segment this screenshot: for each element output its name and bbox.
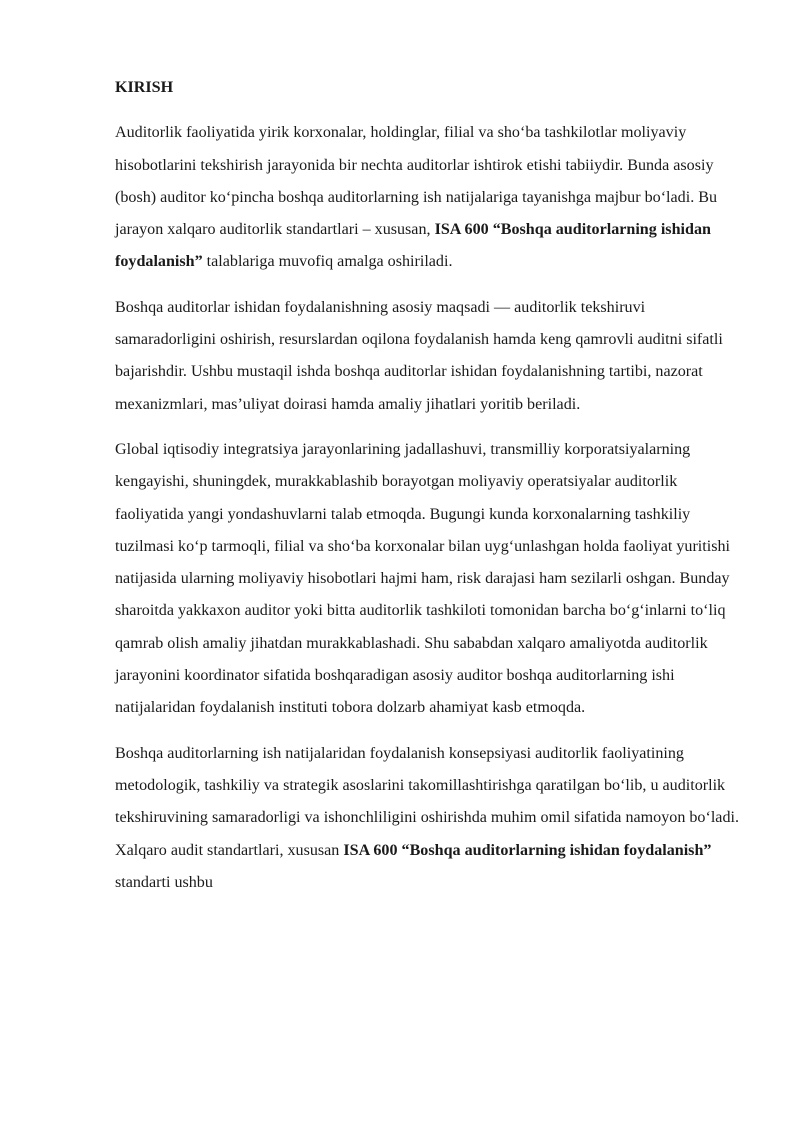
paragraph-text: Global iqtisodiy integratsiya jarayonlarining jadallashuvi, transmilliy korporatsiyalarning kengayishi, shuningdek, murakkablashib borayotgan moliyaviy operatsiyalar auditorlik faoliyatida yangi yondashuvlarni talab etmoqda. Bugungi kunda korxonalarning tashkiliy tuzilmasi ko‘p tarmoqli, filial va sho‘ba korxonalar bilan uyg‘unlashgan holda faoliyat yuritishi natijasida ularning moliyaviy hisobotlari hajmi ham, risk darajasi ham sezilarli oshgan. Bunday sharoitda yakkaxon auditor yoki bitta auditorlik tashkiloti tomonidan barcha bo‘g‘inlarni to‘liq qamrab olish amaliy jihatdan murakkablashadi. Shu sababdan xalqaro amaliyotda auditorlik jarayonini koordinator sifatida boshqaradigan asosiy auditor boshqa auditorlarning ishi natijalaridan foydalanish instituti tobora dolzarb ahamiyat kasb etmoqda. <box>115 440 730 717</box>
standard-reference: ISA 600 “Boshqa auditorlarning ishidan foydalanish” <box>115 221 711 271</box>
paragraph-2 <box>115 292 745 421</box>
paragraph-3 <box>115 434 745 725</box>
paragraph-text: standarti ushbu <box>115 873 213 891</box>
paragraph-text: talablariga muvofiq amalga oshiriladi. <box>202 253 453 271</box>
document-page <box>115 72 745 912</box>
section-heading: KIRISH <box>115 79 174 96</box>
paragraph-4 <box>115 738 745 899</box>
paragraph-1 <box>115 117 745 278</box>
paragraph-text: Auditorlik faoliyatida yirik korxonalar, holdinglar, filial va sho‘ba tashkilotlar moliyaviy hisobotlarini tekshirish jarayonida bir nechta auditorlar ishtirok etishi tabiiydir. Bunda asosiy (bosh) auditor ko‘pincha boshqa auditorlarning ish natijalariga tayanishga majbur bo‘ladi. Bu jarayon xalqaro auditorlik standartlari – xususan, <box>115 124 718 239</box>
standard-reference: ISA 600 “Boshqa auditorlarning ishidan foydalanish” <box>343 841 712 859</box>
paragraph-text: Boshqa auditorlarning ish natijalaridan foydalanish konsepsiyasi auditorlik faoliyatining metodologik, tashkiliy va strategik asoslarini takomillashtirishga qaratilgan bo‘lib, u auditorlik tekshiruvining samaradorligi va ishonchliligini oshirishda muhim omil sifatida namoyon bo‘ladi. Xalqaro audit standartlari, xususan <box>115 744 739 859</box>
paragraph-text: Boshqa auditorlar ishidan foydalanishning asosiy maqsadi — auditorlik tekshiruvi samaradorligini oshirish, resurslardan oqilona foydalanish hamda keng qamrovli auditni sifatli bajarishdir. Ushbu mustaqil ishda boshqa auditorlar ishidan foydalanishning tartibi, nazorat mexanizmlari, mas’uliyat doirasi hamda amaliy jihatlari yoritib beriladi. <box>115 298 723 413</box>
